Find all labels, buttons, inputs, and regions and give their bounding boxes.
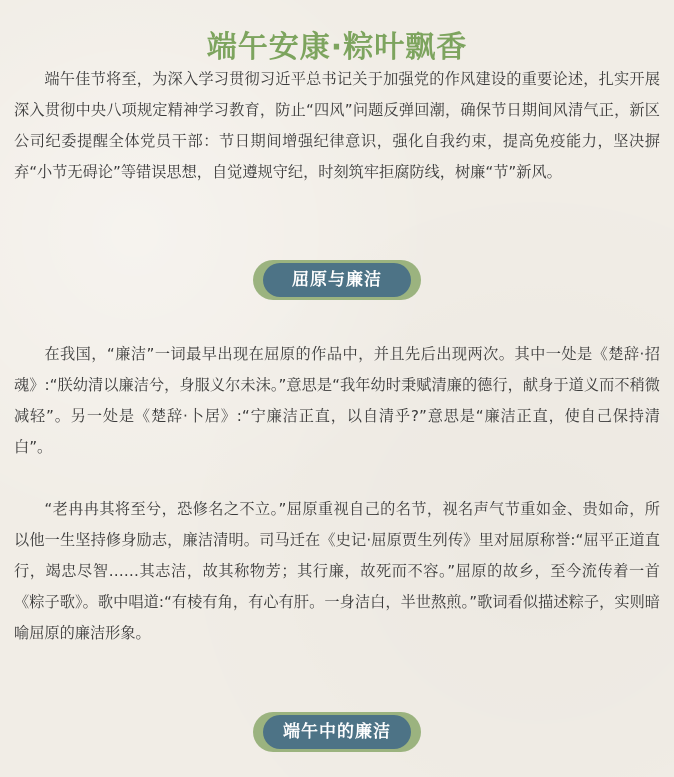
page-title: 端午安康·粽叶飘香 xyxy=(206,30,468,66)
section-header-quyuan xyxy=(0,260,674,300)
origin-paragraph: 在我国，“廉洁”一词最早出现在屈原的作品中，并且先后出现两次。其中一处是《楚辞·招魂》:“朕幼清以廉洁兮，身服义尔未沫。”意思是“我年幼时秉赋清廉的德行，献身于道义而不稍微减轻”。另一处是《楚辞·卜居》:“宁廉洁正直，以自清乎?”意思是“廉洁正直，使自己保持清白”。 xyxy=(14,345,660,456)
intro-paragraph: 端午佳节将至，为深入学习贯彻习近平总书记关于加强党的作风建设的重要论述，扎实开展深入贯彻中央八项规定精神学习教育，防止“四风”问题反弹回潮，确保节日期间风清气正，新区公司纪委提醒全体党员干部：节日期间增强纪律意识，强化自我约束，提高免疫能力，坚决摒弃“小节无碍论”等错误思想，自觉遵规守纪，时刻筑牢拒腐防线，树廉“节”新风。 xyxy=(14,70,660,181)
section-header-duanwu xyxy=(0,712,674,752)
section-title-quyuan: 屈原与廉洁 xyxy=(263,263,411,297)
quyuan-paragraph: “老冉冉其将至兮，恐修名之不立。”屈原重视自己的名节，视名声气节重如金、贵如命，所以他一生坚持修身励志，廉洁清明。司马迁在《史记·屈原贾生列传》里对屈原称誉:“屈平正道直行，竭忠尽智……其志洁，故其称物芳；其行廉，故死而不容。”屈原的故乡，至今流传着一首《粽子歌》。歌中唱道:“有棱有角，有心有肝。一身洁白，半世熬煎。”歌词看似描述粽子，实则暗喻屈原的廉洁形象。 xyxy=(14,500,660,642)
section-title-duanwu: 端午中的廉洁 xyxy=(263,715,411,749)
